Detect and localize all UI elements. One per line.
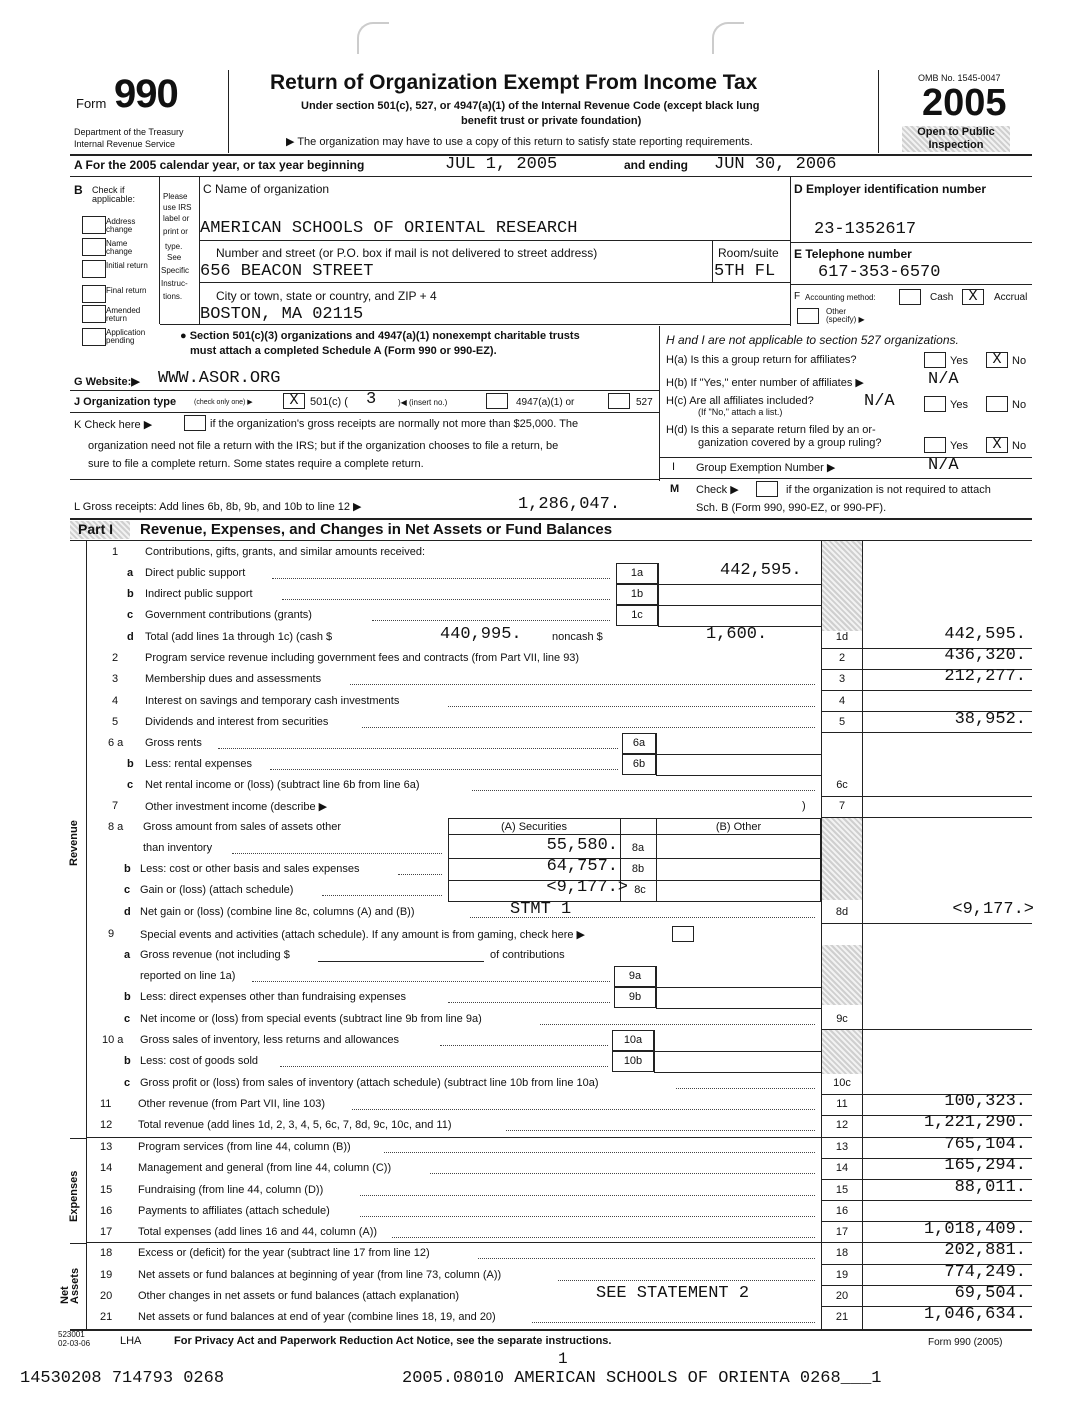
line-17-box: 17 (835, 1226, 849, 1238)
please-use-9: tions. (163, 292, 183, 301)
hd-yes-checkbox[interactable] (924, 437, 946, 453)
k-line-2: organization need not file a return with the IRS; but if the organization chooses to file a return, be (88, 440, 559, 452)
hd-label-1: H(d) Is this a separate return filed by an or- (666, 424, 876, 436)
line-6b-box: 6b (632, 758, 646, 770)
line-17-value[interactable]: 1,018,409. (923, 1220, 1026, 1239)
line-13-text: Program services (from line 44, column (B)) (138, 1141, 351, 1153)
subtitle-2: benefit trust or private foundation) (461, 115, 642, 127)
footer-lha: LHA (120, 1335, 142, 1347)
hc-note: (If "No," attach a list.) (698, 407, 783, 417)
line-3-text: Membership dues and assessments (145, 673, 322, 685)
please-use-7: Specific (161, 266, 190, 275)
line-21-box: 21 (835, 1311, 849, 1323)
final-return-checkbox[interactable] (82, 285, 106, 303)
specify-label: (specify) ▶ (826, 315, 865, 324)
line-18-box: 18 (835, 1247, 849, 1259)
4947-label: 4947(a)(1) or (516, 397, 575, 408)
subtitle-3-text: The organization may have to use a copy of this return to satisfy state reporting requirements. (297, 136, 753, 148)
line-1a-value[interactable]: 442,595. (720, 561, 802, 580)
gross-receipts-label: L Gross receipts: Add lines 6b, 8b, 9b, and 10b to line 12 ▶ (74, 501, 362, 513)
hc-value[interactable]: N/A (864, 392, 895, 411)
accrual-label: Accrual (994, 292, 1028, 303)
and-ending-label: and ending (624, 158, 688, 172)
website-text: G Website: (74, 376, 132, 388)
line-9-num: 9 (108, 928, 115, 940)
line-10c-letter: c (124, 1077, 131, 1089)
form-word: Form (76, 96, 107, 111)
phone-label: E Telephone number (794, 247, 912, 261)
part-1-title: Revenue, Expenses, and Changes in Net Assets or Fund Balances (140, 521, 613, 538)
line-4-num: 4 (112, 695, 119, 707)
line-1d-text: Total (add lines 1a through 1c) (cash $ (145, 631, 333, 643)
line-16-box: 16 (835, 1205, 849, 1217)
line-18-text: Excess or (deficit) for the year (subtract line 17 from line 12) (138, 1247, 430, 1259)
line-8c-box: 8c (634, 884, 646, 896)
line-13-value[interactable]: 765,104. (944, 1135, 1026, 1154)
line-9b-text: Less: direct expenses other than fundraising expenses (140, 991, 406, 1003)
line-6c-letter: c (127, 779, 134, 791)
k-label: K Check here ▶ (74, 419, 153, 431)
line-9b-letter: b (124, 991, 131, 1003)
accounting-letter: F (794, 291, 801, 302)
line-15-box: 15 (835, 1184, 849, 1196)
line-8a-text-1: Gross amount from sales of assets other (143, 821, 342, 833)
line-2-num: 2 (112, 652, 119, 664)
line-9a-letter: a (124, 949, 131, 961)
m-text-1: if the organization is not required to attach (786, 484, 991, 496)
line-8d-stmt[interactable]: STMT 1 (510, 900, 572, 919)
please-use-5: type. (165, 242, 183, 251)
line-20-value[interactable]: 69,504. (954, 1284, 1026, 1303)
line-1d-noncash[interactable]: 1,600. (706, 625, 768, 644)
line-9-gaming-checkbox[interactable] (672, 926, 694, 942)
hd-no-checkbox[interactable]: X (986, 437, 1008, 453)
line-5-box: 5 (838, 716, 846, 728)
omb-number: OMB No. 1545-0047 (918, 73, 1001, 83)
line-8d-value[interactable]: <9,177.> (952, 900, 1034, 919)
line-19-num: 19 (100, 1269, 113, 1281)
please-use-2: use IRS (163, 203, 192, 212)
line-1d-value[interactable]: 442,595. (944, 625, 1026, 644)
line-6a-num: 6 a (108, 737, 124, 749)
4947-checkbox[interactable] (486, 393, 508, 409)
org-room[interactable]: 5TH FL (714, 262, 776, 281)
m-text-2: Sch. B (Form 990, 990-EZ, or 990-PF). (696, 502, 887, 514)
please-use-4: print or (163, 227, 188, 236)
ha-no-checkbox[interactable]: X (986, 352, 1008, 368)
line-6b-text: Less: rental expenses (145, 758, 253, 770)
line-19-value[interactable]: 774,249. (944, 1263, 1026, 1282)
section-b-letter: B (74, 183, 83, 197)
line-9-shaded (822, 945, 862, 1005)
dept-treasury: Department of the Treasury (74, 127, 184, 137)
line-8d-box: 8d (835, 906, 849, 918)
m-check: Check ▶ (696, 484, 739, 496)
line-14-text: Management and general (from line 44, column (C)) (138, 1162, 392, 1174)
please-use-3: label or (163, 214, 190, 223)
phone-value[interactable]: 617-353-6570 (818, 263, 941, 282)
i-label: Group Exemption Number ▶ (696, 462, 836, 474)
line-17-text: Total expenses (add lines 16 and 44, column (A)) (138, 1226, 378, 1238)
line-16-text: Payments to affiliates (attach schedule) (138, 1205, 330, 1217)
line-17-num: 17 (100, 1226, 113, 1238)
accrual-checkbox[interactable]: X (962, 289, 984, 305)
subtitle-3: ▶ The organization may have to use a copy of this return to satisfy state reporting requirements. (286, 136, 753, 148)
line-3-value[interactable]: 212,277. (944, 667, 1026, 686)
line-21-text: Net assets or fund balances at end of year (combine lines 18, 19, and 20) (138, 1311, 496, 1323)
line-1-shaded (822, 541, 862, 631)
line-1b-box: 1b (630, 588, 644, 600)
line-20-stmt[interactable]: SEE STATEMENT 2 (596, 1284, 750, 1303)
line-10b-box: 10b (623, 1055, 643, 1067)
line-12-value[interactable]: 1,221,290. (923, 1113, 1026, 1132)
initial-return-checkbox[interactable] (82, 260, 106, 278)
gross-receipts-value[interactable]: 1,286,047. (518, 495, 621, 514)
line-14-value[interactable]: 165,294. (944, 1156, 1026, 1175)
hd-no-label: No (1012, 440, 1027, 452)
col-a-securities: (A) Securities (500, 821, 568, 833)
sec501-line2: must attach a completed Schedule A (Form 990 or 990-EZ). (190, 345, 497, 357)
page-title: Return of Organization Exempt From Income Tax (270, 71, 758, 94)
line-9a-text-2: reported on line 1a) (140, 970, 236, 982)
please-use-8: Instruc- (161, 279, 188, 288)
footer-bottom-left: 14530208 714793 0268 (20, 1369, 225, 1388)
punch-hole-mark (357, 22, 389, 54)
line-1a-text: Direct public support (145, 567, 246, 579)
room-suite-label: Room/suite (718, 246, 779, 260)
line-10a-text: Gross sales of inventory, less returns and allowances (140, 1034, 400, 1046)
line-4-box: 4 (838, 695, 846, 707)
line-1c-box: 1c (631, 609, 643, 621)
part-1-tag: Part I (78, 521, 114, 537)
line-1d-noncash-label: noncash $ (552, 631, 603, 643)
line-4-text: Interest on savings and temporary cash investments (145, 695, 400, 707)
line-6c-box: 6c (836, 779, 848, 791)
line-11-num: 11 (100, 1098, 112, 1110)
line-9c-text: Net income or (loss) from special events (subtract line 9b from line 9a) (140, 1013, 482, 1025)
line-20-box: 20 (835, 1290, 849, 1302)
line-2-box: 2 (838, 652, 846, 664)
line-6b-letter: b (127, 758, 134, 770)
line-1a-box: 1a (630, 567, 644, 579)
line-14-box: 14 (835, 1162, 849, 1174)
line-12-num: 12 (100, 1119, 113, 1131)
line-8b-letter: b (124, 863, 131, 875)
line-10a-box: 10a (623, 1034, 643, 1046)
hc-no-label: No (1012, 399, 1027, 411)
line-5-value[interactable]: 38,952. (954, 710, 1026, 729)
page-number: 1 (558, 1350, 568, 1368)
footer-code-2: 02-03-06 (58, 1339, 91, 1348)
line-11-text: Other revenue (from Part VII, line 103) (138, 1098, 326, 1110)
line-14-num: 14 (100, 1162, 113, 1174)
gross-receipts-text: L Gross receipts: Add lines 6b, 8b, 9b, and 10b to line 12 (74, 501, 350, 513)
tax-year-begin[interactable]: JUL 1, 2005 (445, 155, 558, 174)
line-13-num: 13 (100, 1141, 113, 1153)
line-9a-box: 9a (628, 970, 642, 982)
org-type-small: (check only one) ▶ (194, 399, 253, 406)
line-5-text: Dividends and interest from securities (145, 716, 329, 728)
line-15-text: Fundraising (from line 44, column (D)) (138, 1184, 324, 1196)
footer-privacy: For Privacy Act and Paperwork Reduction Act Notice, see the separate instructions. (174, 1335, 612, 1347)
hc-yes-checkbox[interactable] (924, 396, 946, 412)
ha-no-label: No (1012, 355, 1027, 367)
line-8a-text-2: than inventory (143, 842, 213, 854)
line-10b-text: Less: cost of goods sold (140, 1055, 259, 1067)
website-value[interactable]: WWW.ASOR.ORG (158, 369, 281, 388)
check-if-label: Check if (92, 185, 125, 195)
other-method-label: Other (826, 307, 847, 316)
address-change-checkbox[interactable] (82, 216, 106, 234)
hc-no-checkbox[interactable] (986, 396, 1008, 412)
line-8-shaded (822, 818, 862, 900)
line-10-shaded (822, 1030, 862, 1074)
line-10b-letter: b (124, 1055, 131, 1067)
k-checkbox[interactable] (184, 415, 206, 431)
line-2-value[interactable]: 436,320. (944, 646, 1026, 665)
ha-label: H(a) Is this a group return for affiliates? (666, 354, 857, 366)
line-8c-text: Gain or (loss) (attach schedule) (140, 884, 294, 896)
address-change-label: Address change (106, 217, 136, 234)
h-intro: H and I are not applicable to section 527 organizations. (666, 333, 959, 347)
line-8d-letter: d (124, 906, 131, 918)
line-10a-num: 10 a (102, 1034, 124, 1046)
line-15-num: 15 (100, 1184, 113, 1196)
527-label: 527 (636, 397, 653, 408)
accounting-method-label: Accounting method: (805, 293, 876, 302)
line-7-text: Other investment income (describe ▶ (145, 801, 328, 813)
org-type-small-text: (check only one) (194, 399, 246, 406)
line-8c-value[interactable]: <9,177.> (546, 878, 628, 897)
hd-label-2: ganization covered by a group ruling? (698, 437, 882, 449)
line-7-label: Other investment income (describe (145, 801, 316, 813)
cash-checkbox[interactable] (899, 289, 921, 305)
ein-label: D Employer identification number (794, 182, 987, 196)
expenses-side-label: Expenses (68, 1170, 80, 1222)
line-20-text: Other changes in net assets or fund balances (attach explanation) (138, 1290, 460, 1302)
i-value[interactable]: N/A (928, 456, 959, 475)
line-1d-letter: d (127, 631, 134, 643)
insert-no-text: (insert no.) (409, 398, 448, 407)
line-1-num: 1 (112, 546, 119, 558)
org-street[interactable]: 656 BEACON STREET (200, 262, 374, 281)
line-1c-letter: c (127, 609, 134, 621)
org-type-label: J Organization type (74, 396, 177, 408)
application-pending-label: Application pending (106, 328, 146, 345)
please-use-6: See (167, 253, 182, 262)
hc-yes-label: Yes (950, 399, 968, 411)
line-19-box: 19 (835, 1269, 849, 1281)
line-9a-text-1: Gross revenue (not including $ (140, 949, 290, 961)
open-public: Open to Public (917, 126, 995, 138)
line-6a-box: 6a (632, 737, 646, 749)
line-13-box: 13 (835, 1141, 849, 1153)
k-line-3: sure to file a complete return. Some states require a complete return. (88, 458, 424, 470)
line-3-box: 3 (838, 673, 846, 685)
footer-code-1: 523001 (58, 1330, 85, 1339)
ha-yes-checkbox[interactable] (924, 352, 946, 368)
name-change-label: Name change (106, 239, 133, 256)
name-change-checkbox[interactable] (82, 238, 106, 256)
line-11-value[interactable]: 100,323. (944, 1092, 1026, 1111)
org-city[interactable]: BOSTON, MA 02115 (200, 305, 364, 324)
sec501-line1: ● Section 501(c)(3) organizations and 4947(a)(1) nonexempt charitable trusts (180, 330, 580, 342)
cash-label: Cash (930, 292, 954, 303)
line-1a-letter: a (127, 567, 134, 579)
other-method-checkbox[interactable] (797, 308, 819, 324)
line-3-num: 3 (112, 673, 119, 685)
line-11-box: 11 (836, 1098, 848, 1110)
hc-label: H(c) Are all affiliates included? (666, 395, 814, 407)
line-1d-box: 1d (835, 631, 849, 643)
hb-label: H(b) If "Yes," enter number of affiliates ▶ (666, 377, 864, 389)
m-check-text: Check (696, 484, 728, 496)
final-return-label: Final return (106, 286, 147, 295)
line-8a-box: 8a (631, 842, 645, 854)
k-line-1: if the organization's gross receipts are normally not more than $25,000. The (210, 418, 579, 430)
line-8a-num: 8 a (108, 821, 124, 833)
line-5-num: 5 (112, 716, 119, 728)
line-8b-text: Less: cost or other basis and sales expenses (140, 863, 360, 875)
line-9b-box: 9b (628, 991, 642, 1003)
amended-return-checkbox[interactable] (82, 305, 106, 323)
amended-return-label: Amended return (106, 306, 141, 323)
501c-checkbox[interactable]: X (283, 393, 305, 409)
line-10c-text: Gross profit or (loss) from sales of inventory (attach schedule) (subtract line 10b from line 10a) (140, 1077, 599, 1089)
line-9c-box: 9c (836, 1013, 848, 1025)
open-inspection: Inspection (928, 139, 984, 151)
501c-number[interactable]: 3 (366, 390, 377, 409)
org-name-label: C Name of organization (203, 182, 330, 196)
i-letter: I (672, 461, 676, 473)
line-6c-text: Net rental income or (loss) (subtract line 6b from line 6a) (145, 779, 420, 791)
footer-form-ref: Form 990 (2005) (928, 1337, 1003, 1348)
net-assets-side-label: Net Assets (59, 1267, 81, 1304)
specify-text: (specify) (826, 315, 857, 324)
line-7-num: 7 (112, 800, 119, 812)
hb-value[interactable]: N/A (928, 370, 959, 389)
line-7-box: 7 (838, 800, 846, 812)
line-8b-value[interactable]: 64,757. (546, 857, 618, 876)
line-a-label: A For the 2005 calendar year, or tax year beginning (74, 158, 365, 172)
line-1-text: Contributions, gifts, grants, and similar amounts received: (145, 546, 426, 558)
line-7-close: ) (802, 800, 806, 812)
line-1b-text: Indirect public support (145, 588, 253, 600)
line-9-text: Special events and activities (attach schedule). If any amount is from gaming, check here ▶ (140, 929, 586, 941)
punch-hole-mark (712, 22, 744, 54)
subtitle-1: Under section 501(c), 527, or 4947(a)(1) of the Internal Revenue Code (except black lung (301, 100, 760, 112)
line-12-text: Total revenue (add lines 1d, 2, 3, 4, 5, 6c, 7, 8d, 9c, 10c, and 11) (138, 1119, 452, 1131)
hb-text: H(b) If "Yes," enter number of affiliates (666, 377, 853, 389)
527-checkbox[interactable] (608, 393, 630, 409)
org-name[interactable]: AMERICAN SCHOOLS OF ORIENTAL RESEARCH (200, 219, 578, 238)
line-10c-box: 10c (833, 1077, 851, 1089)
city-label: City or town, state or country, and ZIP + 4 (216, 289, 437, 303)
footer-bottom-right: 2005.08010 AMERICAN SCHOOLS OF ORIENTA 0268___1 (402, 1369, 882, 1388)
line-2-text: Program service revenue including government fees and contracts (from Part VII, line 93) (145, 652, 580, 664)
revenue-side-label: Revenue (68, 820, 80, 866)
line-1d-cash[interactable]: 440,995. (440, 625, 522, 644)
line-6a-text: Gross rents (145, 737, 202, 749)
ha-yes-label: Yes (950, 355, 968, 367)
line-1b-letter: b (127, 588, 134, 600)
line-9-label: Special events and activities (attach schedule). If any amount is from gaming, check here (140, 929, 574, 941)
application-pending-checkbox[interactable] (82, 328, 106, 346)
line-9a-of-contrib: of contributions (490, 949, 565, 961)
k-text: K Check here (74, 419, 141, 431)
website-label: G Website:▶ (74, 376, 140, 388)
m-letter: M (670, 483, 680, 495)
line-19-text: Net assets or fund balances at beginning of year (from line 73, column (A)) (138, 1269, 502, 1281)
hd-yes-label: Yes (950, 440, 968, 452)
initial-return-label: Initial return (106, 261, 148, 270)
line-18-num: 18 (100, 1247, 113, 1259)
line-16-num: 16 (100, 1205, 113, 1217)
i-text: Group Exemption Number (696, 462, 824, 474)
applicable-label: applicable: (92, 194, 136, 204)
col-b-other: (B) Other (715, 821, 762, 833)
street-label: Number and street (or P.O. box if mail is not delivered to street address) (216, 246, 598, 260)
line-8c-letter: c (124, 884, 131, 896)
line-1c-text: Government contributions (grants) (145, 609, 312, 621)
line-21-value[interactable]: 1,046,634. (923, 1305, 1026, 1324)
line-15-value[interactable]: 88,011. (954, 1178, 1026, 1197)
form-number: 990 (114, 72, 178, 116)
m-checkbox[interactable] (756, 481, 778, 497)
please-use-1: Please (163, 192, 188, 201)
line-8a-value[interactable]: 55,580. (546, 836, 618, 855)
line-21-num: 21 (100, 1311, 113, 1323)
line-20-num: 20 (100, 1290, 113, 1302)
line-8d-text: Net gain or (loss) (combine line 8c, columns (A) and (B)) (140, 906, 415, 918)
line-12-box: 12 (835, 1119, 849, 1131)
tax-year-end[interactable]: JUN 30, 2006 (714, 155, 837, 174)
line-9c-letter: c (124, 1013, 131, 1025)
tax-year: 2005 (922, 82, 1007, 124)
insert-no-label: )◀ (insert no.) (398, 398, 448, 407)
line-8b-box: 8b (631, 863, 645, 875)
501c-label: 501(c) ( (310, 396, 348, 408)
line-18-value[interactable]: 202,881. (944, 1241, 1026, 1260)
dept-irs: Internal Revenue Service (74, 139, 176, 149)
ein-value[interactable]: 23-1352617 (814, 220, 917, 239)
